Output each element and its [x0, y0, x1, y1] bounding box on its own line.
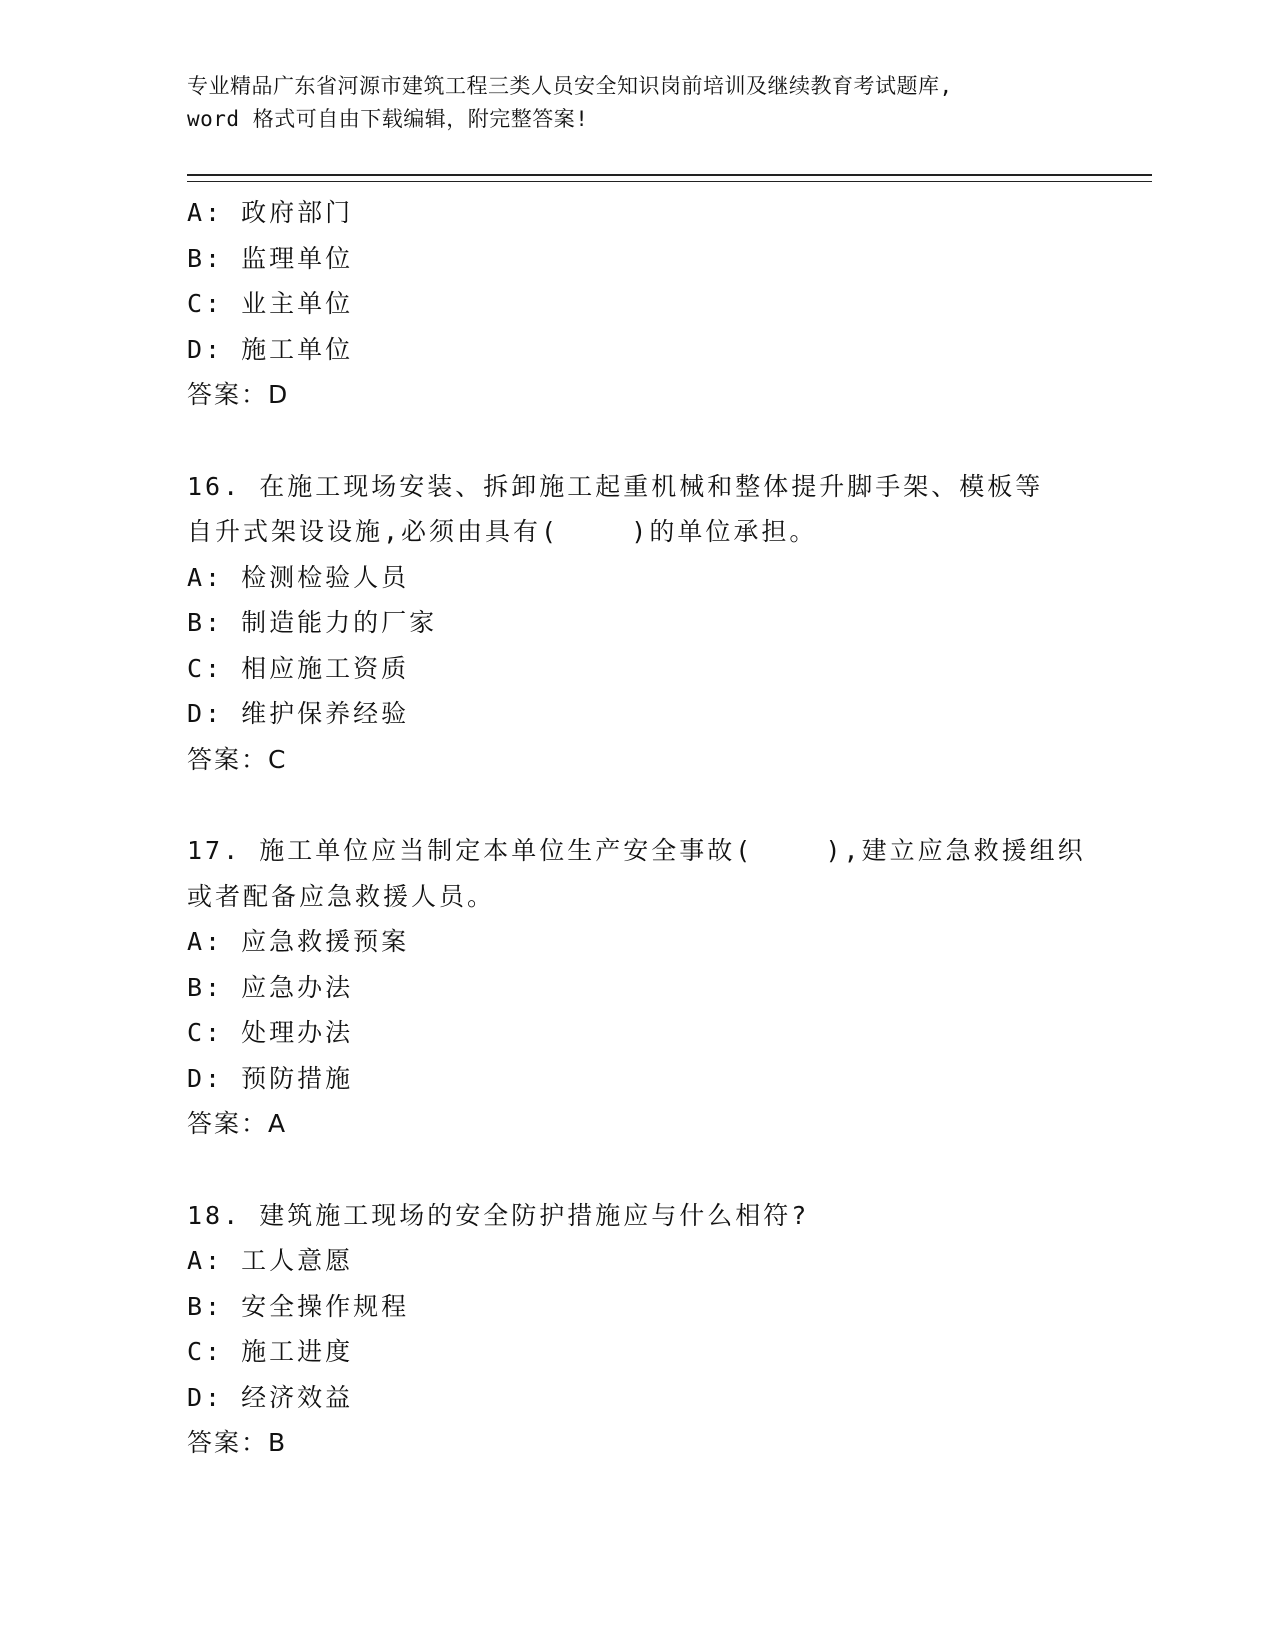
question-text-line: 或者配备应急救援人员。	[187, 881, 496, 911]
document-page	[187, 70, 1152, 1466]
previous-question-tail	[187, 190, 1152, 418]
question-text-line: 自升式架设设施,必须由具有( )的单位承担。	[187, 517, 818, 546]
question-text-line: 18. 建筑施工现场的安全防护措施应与什么相符?	[187, 1200, 810, 1230]
option-a: A: 工人意愿	[187, 1246, 354, 1275]
option-b: B: 制造能力的厂家	[187, 608, 438, 637]
option-b: B: 应急办法	[187, 972, 354, 1002]
answer: 答案：D	[187, 380, 290, 409]
option-a: A: 应急救援预案	[187, 927, 410, 956]
question-list	[187, 190, 1152, 1466]
option-c: C: 处理办法	[187, 1018, 354, 1047]
question-16	[187, 464, 1152, 783]
option-c: C: 施工进度	[187, 1337, 354, 1366]
option-b: B: 监理单位	[187, 243, 354, 273]
header-divider	[187, 174, 1152, 182]
option-d: D: 维护保养经验	[187, 699, 410, 728]
option-a: A: 政府部门	[187, 198, 354, 227]
option-c: C: 相应施工资质	[187, 653, 410, 683]
header-line-2: word 格式可自由下载编辑，附完整答案!	[187, 107, 589, 131]
option-b: B: 安全操作规程	[187, 1291, 410, 1321]
question-17	[187, 828, 1152, 1147]
option-c: C: 业主单位	[187, 289, 354, 318]
question-18	[187, 1193, 1152, 1466]
header-line-1: 专业精品广东省河源市建筑工程三类人员安全知识岗前培训及继续教育考试题库,	[187, 74, 953, 98]
option-d: D: 施工单位	[187, 334, 354, 364]
question-text-line: 16. 在施工现场安装、拆卸施工起重机械和整体提升脚手架、模板等	[187, 471, 1044, 501]
answer: 答案：C	[187, 744, 288, 774]
question-text-line: 17. 施工单位应当制定本单位生产安全事故( ),建立应急救援组织	[187, 836, 1086, 865]
answer: 答案：A	[187, 1109, 288, 1138]
option-d: D: 预防措施	[187, 1063, 354, 1093]
answer: 答案：B	[187, 1428, 288, 1457]
option-a: A: 检测检验人员	[187, 562, 410, 592]
option-d: D: 经济效益	[187, 1382, 354, 1412]
